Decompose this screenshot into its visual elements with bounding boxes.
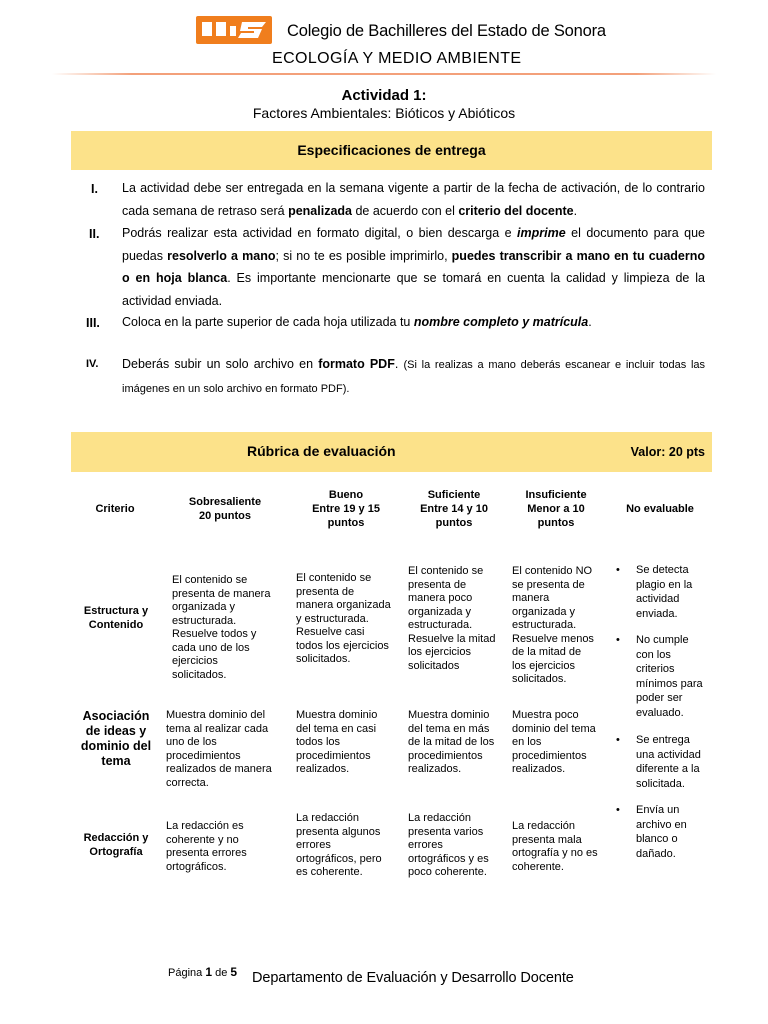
subject-title: ECOLOGÍA Y MEDIO AMBIENTE xyxy=(272,50,522,67)
activity-subtitle: Factores Ambientales: Bióticos y Abióticos xyxy=(252,105,516,121)
col-header-suficiente: Suficiente Entre 14 y 10 puntos xyxy=(420,489,488,529)
rubric-value: Valor: 20 pts xyxy=(630,445,705,459)
rubric-heading: Rúbrica de evaluación xyxy=(247,443,396,459)
cell-redaccion-insuficiente: La redacción presenta mala ortografía y no es coherente. xyxy=(512,820,598,873)
cell-redaccion-suficiente: La redacción presenta varios errores ortográficos y es poco coherente. xyxy=(408,812,489,878)
no-evaluable-item: • Se detecta plagio en la actividad enviada. xyxy=(616,564,693,620)
spec-item-3: Coloca en la parte superior de cada hoja utilizada tu nombre completo y matrícula. xyxy=(122,315,592,329)
bullet-icon: • xyxy=(616,734,620,746)
bullet-icon: • xyxy=(616,634,620,646)
cell-asociacion-sobresaliente: Muestra dominio del tema al realizar cada uno de los procedimientos realizados de manera correcta. xyxy=(166,709,272,789)
col-header-insuficiente: Insuficiente Menor a 10 puntos xyxy=(525,489,587,529)
cell-redaccion-bueno: La redacción presenta algunos errores ortográficos, pero es coherente. xyxy=(296,812,382,878)
no-evaluable-item: • No cumple con los criterios mínimos para poder ser evaluado. xyxy=(616,634,703,719)
page-number: Página 1 de 5 xyxy=(168,965,238,979)
row-label-asociacion: Asociación de ideas y dominio del tema xyxy=(80,709,152,768)
col-header-criterio: Criterio xyxy=(95,503,135,515)
bullet-icon: • xyxy=(616,564,620,576)
col-header-bueno: Bueno Entre 19 y 15 puntos xyxy=(312,489,380,529)
row-label-estructura: Estructura y Contenido xyxy=(83,605,149,631)
rubric-heading-band xyxy=(71,432,712,472)
header-divider xyxy=(52,73,716,75)
spec-number: III. xyxy=(86,316,100,330)
cell-asociacion-suficiente: Muestra dominio del tema en más de la mitad de los procedimientos realizados. xyxy=(408,709,495,775)
cobach-logo xyxy=(196,16,272,44)
row-label-redaccion: Redacción y Ortografía xyxy=(83,832,149,858)
col-header-no-evaluable: No evaluable xyxy=(626,503,694,515)
spec-item-2: Podrás realizar esta actividad en formato digital, o bien descarga e imprime el documento para que puedas resolverlo a mano; si no te es posible imprimirlo, puedes transcribir a mano en tu cuaderno o en hoja blanca. Es importante mencionarte que se tomará en cuenta la calidad y limpieza de la actividad enviada. xyxy=(122,226,705,308)
bullet-icon: • xyxy=(616,804,620,816)
specs-heading: Especificaciones de entrega xyxy=(297,142,486,158)
college-name: Colegio de Bachilleres del Estado de Sonora xyxy=(287,22,606,40)
col-header-sobresaliente: Sobresaliente 20 puntos xyxy=(188,496,262,522)
cell-redaccion-sobresaliente: La redacción es coherente y no presenta errores ortográficos. xyxy=(166,820,247,873)
spec-number: I. xyxy=(91,182,98,196)
cell-asociacion-bueno: Muestra dominio del tema en casi todos los procedimientos realizados. xyxy=(296,709,378,775)
cell-estructura-suficiente: El contenido se presenta de manera poco organizada y estructurada. Resuelve la mitad los ejercicios solicitados xyxy=(408,565,496,672)
specs-heading-band xyxy=(71,131,712,170)
spec-item-4: Deberás subir un solo archivo en formato PDF. (Si la realizas a mano deberás escanear e incluir todas las imágenes en un solo archivo en formato PDF). xyxy=(122,357,706,395)
cell-asociacion-insuficiente: Muestra poco dominio del tema en los procedimientos realizados. xyxy=(512,709,596,775)
spec-item-1: La actividad debe ser entregada en la semana vigente a partir de la fecha de activación, de lo contrario cada semana de retraso será penalizada de acuerdo con el criterio del docente. xyxy=(122,181,705,218)
cell-estructura-bueno: El contenido se presenta de manera organizada y estructurada. Resuelve casi todos los ejercicios solicitados. xyxy=(296,572,391,665)
department-name: Departamento de Evaluación y Desarrollo Docente xyxy=(252,970,574,986)
cell-estructura-insuficiente: El contenido NO se presenta de manera organizada y estructurada. Resuelve menos de la mitad de los ejercicios solicitados. xyxy=(512,565,594,685)
no-evaluable-item: • Envía un archivo en blanco o dañado. xyxy=(616,804,687,860)
spec-number: IV. xyxy=(86,358,99,370)
spec-number: II. xyxy=(89,227,100,241)
cell-estructura-sobresaliente: El contenido se presenta de manera organizada y estructurada. Resuelve todos y cada uno de los ejercicios solicitados. xyxy=(172,574,271,681)
no-evaluable-item: • Se entrega una actividad diferente a la solicitada. xyxy=(616,734,701,790)
activity-title: Actividad 1: xyxy=(341,87,427,104)
